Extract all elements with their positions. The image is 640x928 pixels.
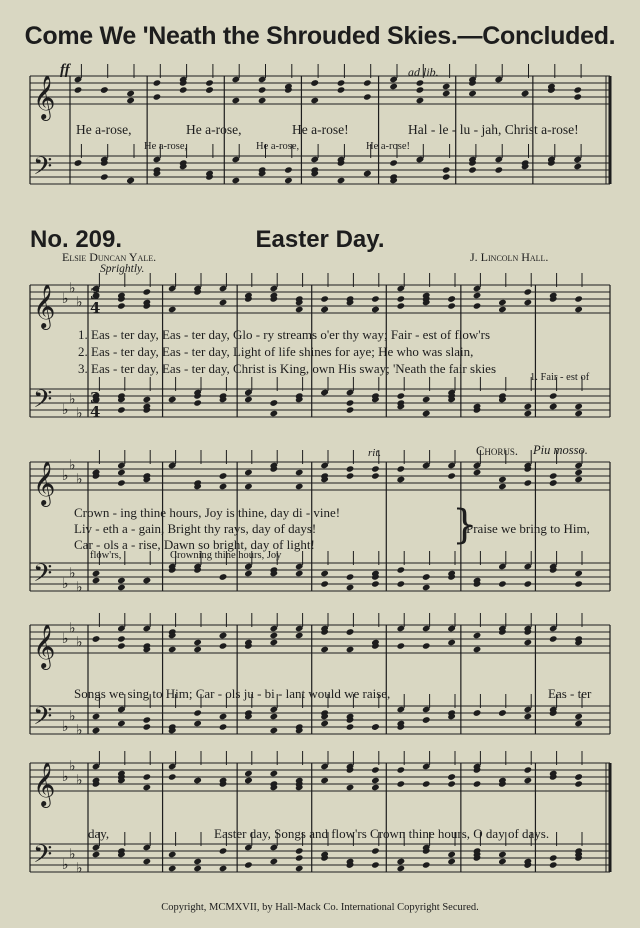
verse-2-line-1: 2. Eas - ter day, Eas - ter day, Light of life shines for aye; He who was slain, — [78, 344, 474, 359]
treble-clef-icon: 𝄞 — [33, 461, 56, 505]
svg-text:♭: ♭ — [76, 772, 83, 789]
verse-3-line-2: Car - ols a - rise, Dawn so bright, day of light! — [74, 537, 315, 552]
svg-text:♭: ♭ — [76, 471, 83, 488]
svg-text:♭: ♭ — [76, 579, 83, 596]
svg-text:♭: ♭ — [69, 620, 76, 637]
lyric-top-2: He a-rose, — [186, 122, 242, 137]
continuation-title: Come We 'Neath the Shrouded Skies.—Concluded. — [24, 22, 616, 50]
time-signature-top: 3 — [90, 389, 101, 407]
chorus-text-1: Praise we bring to Him, — [466, 521, 590, 536]
svg-text:♭: ♭ — [62, 631, 69, 647]
chorus-label: Chorus. — [476, 444, 518, 458]
hymn-title: Easter Day. — [255, 226, 385, 253]
time-signature-top: 3 — [90, 285, 101, 303]
treble-clef-icon: 𝄞 — [33, 75, 56, 119]
dynamic-marking: ff — [60, 62, 70, 78]
verse-1-line-2: Crown - ing thine hours, Joy is thine, day di - vine! — [74, 505, 341, 520]
chorus-text-2a: Songs we sing to Him; Car - ols ju - bi - lant would we raise, — [74, 686, 391, 701]
bass-clef-icon: 𝄢 — [33, 840, 53, 875]
chorus-text-3b: Easter day, Songs and flow'rs Crown thine hours, O day of days. — [214, 826, 550, 841]
bass-clef-icon: 𝄢 — [33, 152, 53, 187]
svg-text:♭: ♭ — [69, 457, 76, 474]
bass-lyric-2: He a-rose, — [256, 141, 300, 152]
bass-lyric-3: He a-rose! — [366, 141, 411, 152]
svg-text:♭: ♭ — [69, 391, 76, 408]
svg-text:♭: ♭ — [69, 758, 76, 775]
bass-cue-1: 1. Fair - est of — [530, 372, 590, 383]
rit-marking: rit. — [368, 447, 382, 459]
svg-text:♭: ♭ — [76, 860, 83, 877]
treble-clef-icon: 𝄞 — [33, 284, 56, 328]
treble-clef-icon: 𝄞 — [33, 762, 56, 806]
svg-text:♭: ♭ — [76, 634, 83, 651]
bass-cue-2b: Crowning thine hours, Joy — [170, 550, 282, 561]
verse-2-line-2: Liv - eth a - gain, Bright thy rays, day of days! — [74, 521, 317, 536]
chorus-text-3a: day, — [88, 826, 110, 841]
svg-text:♭: ♭ — [76, 405, 83, 422]
svg-text:♭: ♭ — [62, 769, 69, 785]
tempo-marking: Sprightly. — [100, 263, 145, 275]
time-signature-bottom: 4 — [90, 299, 101, 317]
svg-text:♭: ♭ — [62, 402, 69, 418]
lyricist: Elsie Duncan Yale. — [62, 250, 157, 264]
svg-text:♭: ♭ — [69, 280, 76, 297]
lyric-top-4: Hal - le - lu - jah, Christ a-rose! — [408, 122, 579, 137]
svg-text:♭: ♭ — [76, 722, 83, 739]
piu-mosso-marking: Piu mosso. — [533, 443, 588, 457]
treble-clef-icon: 𝄞 — [33, 624, 56, 668]
svg-text:♭: ♭ — [62, 576, 69, 592]
verse-3-line-1: 3. Eas - ter day, Eas - ter day, Christ is King, own His sway; 'Neath the fair skies — [78, 361, 497, 376]
bass-lyric-1: He a-rose, — [144, 141, 188, 152]
svg-text:♭: ♭ — [69, 708, 76, 725]
svg-text:♭: ♭ — [62, 857, 69, 873]
svg-text:♭: ♭ — [62, 468, 69, 484]
bass-clef-icon: 𝄢 — [33, 702, 53, 737]
svg-text:♭: ♭ — [62, 291, 69, 307]
bass-clef-icon: 𝄢 — [33, 559, 53, 594]
svg-text:♭: ♭ — [62, 719, 69, 735]
hymn-number: No. 209. — [30, 226, 123, 253]
bass-clef-icon: 𝄢 — [33, 385, 53, 420]
composer: J. Lincoln Hall. — [470, 250, 549, 264]
svg-text:♭: ♭ — [76, 294, 83, 311]
time-signature-bottom: 4 — [90, 403, 101, 421]
verse-1-line-1: 1. Eas - ter day, Eas - ter day, Glo - ry streams o'er thy way; Fair - est of flow'rs — [78, 327, 491, 342]
svg-text:♭: ♭ — [69, 846, 76, 863]
svg-text:♭: ♭ — [69, 565, 76, 582]
ad-lib-marking: ad lib. — [408, 65, 439, 79]
verse-brace: } — [452, 502, 478, 548]
lyric-top-3: He a-rose! — [292, 122, 349, 137]
bass-cue-2a: flow'rs, — [90, 550, 122, 561]
chorus-text-2b: Eas - ter — [548, 686, 592, 701]
copyright-notice: Copyright, MCMXVII, by Hall-Mack Co. International Copyright Secured. — [161, 902, 479, 913]
lyric-top-1: He a-rose, — [76, 122, 132, 137]
